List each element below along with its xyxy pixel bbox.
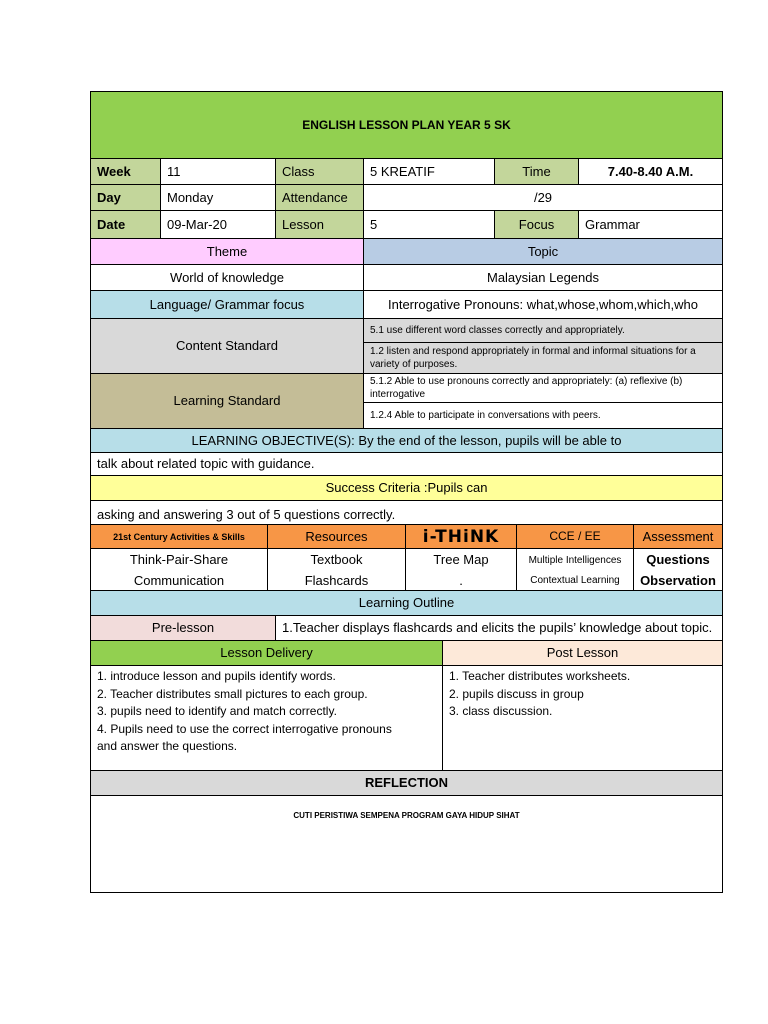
grammar-focus-label: Language/ Grammar focus: [91, 291, 364, 319]
learning-standard-item: 1.2.4 Able to participate in conversations with peers.: [364, 403, 722, 429]
cce-ee-header: CCE / EE: [517, 525, 634, 549]
topic-label: Topic: [364, 239, 722, 265]
content-standard-item: 5.1 use different word classes correctly and appropriately.: [364, 319, 722, 343]
date-value: 09-Mar-20: [161, 211, 276, 239]
attendance-label: Attendance: [276, 185, 364, 211]
focus-value: Grammar: [579, 211, 722, 239]
lesson-plan-table: [90, 91, 723, 893]
post-lesson-list: [443, 666, 722, 771]
list-item: 3. class discussion.: [449, 704, 553, 718]
week-value: 11: [161, 159, 276, 185]
list-item: 2. Teacher distributes small pictures to each group.: [97, 686, 368, 701]
day-value: Monday: [161, 185, 276, 211]
activities-skills-header: 21st Century Activities & Skills: [91, 525, 268, 549]
day-label: Day: [91, 185, 161, 211]
time-value: 7.40-8.40 A.M.: [579, 159, 722, 185]
resource-item: Textbook: [268, 549, 406, 571]
lesson-label: Lesson: [276, 211, 364, 239]
success-criteria-label: Success Criteria :Pupils can: [91, 476, 722, 501]
lesson-value: 5: [364, 211, 495, 239]
theme-label: Theme: [91, 239, 364, 265]
activity-item: Think-Pair-Share: [91, 549, 268, 571]
ithink-logo: i-THiNK: [406, 525, 517, 549]
list-item: 1. introduce lesson and pupils identify words.: [97, 669, 336, 683]
success-criteria-text: asking and answering 3 out of 5 questions correctly.: [91, 501, 722, 525]
time-label: Time: [495, 159, 579, 185]
class-value: 5 KREATIF: [364, 159, 495, 185]
focus-label: Focus: [495, 211, 579, 239]
content-standard-item: 1.2 listen and respond appropriately in formal and informal situations for a variety of purposes.: [364, 343, 722, 374]
cce-item: Multiple Intelligences: [517, 549, 634, 571]
resources-header: Resources: [268, 525, 406, 549]
list-item: 1. Teacher distributes worksheets.: [449, 669, 631, 683]
learning-standard-label: Learning Standard: [91, 374, 364, 429]
learning-objective-label: LEARNING OBJECTIVE(S): By the end of the lesson, pupils will be able to: [91, 429, 722, 453]
list-item: 4. Pupils need to use the correct interrogative pronouns: [97, 721, 392, 736]
assessment-item: Observation: [634, 571, 722, 591]
learning-outline-label: Learning Outline: [91, 591, 722, 616]
date-label: Date: [91, 211, 161, 239]
lesson-delivery-list: [91, 666, 443, 771]
list-item: and answer the questions.: [97, 739, 238, 753]
topic-value: Malaysian Legends: [364, 265, 722, 291]
cce-item: Contextual Learning: [517, 571, 634, 591]
resource-item: Flashcards: [268, 571, 406, 591]
ithink-item: Tree Map: [406, 549, 517, 571]
content-standard-label: Content Standard: [91, 319, 364, 374]
theme-value: World of knowledge: [91, 265, 364, 291]
lesson-plan-title: ENGLISH LESSON PLAN YEAR 5 SK: [91, 92, 722, 159]
reflection-text: CUTI PERISTIWA SEMPENA PROGRAM GAYA HIDUP SIHAT: [293, 811, 520, 820]
learning-standard-item: 5.1.2 Able to use pronouns correctly and appropriately: (a) reflexive (b) interrogative: [364, 374, 722, 403]
class-label: Class: [276, 159, 364, 185]
attendance-value: /29: [364, 185, 722, 211]
list-item: 2. pupils discuss in group: [449, 686, 584, 701]
pre-lesson-label: Pre-lesson: [91, 616, 276, 641]
reflection-label: REFLECTION: [91, 771, 722, 796]
post-lesson-label: Post Lesson: [443, 641, 722, 666]
grammar-focus-value: Interrogative Pronouns: what,whose,whom,which,who: [364, 291, 722, 319]
week-label: Week: [91, 159, 161, 185]
assessment-item: Questions: [646, 552, 710, 567]
lesson-delivery-label: Lesson Delivery: [91, 641, 443, 666]
assessment-header: Assessment: [634, 525, 722, 549]
learning-objective-text: talk about related topic with guidance.: [91, 453, 722, 476]
list-item: 3. pupils need to identify and match correctly.: [97, 704, 337, 718]
pre-lesson-text: 1.Teacher displays flashcards and elicits the pupils’ knowledge about topic.: [276, 616, 722, 641]
ithink-item: .: [406, 571, 517, 591]
activity-item: Communication: [91, 571, 268, 591]
